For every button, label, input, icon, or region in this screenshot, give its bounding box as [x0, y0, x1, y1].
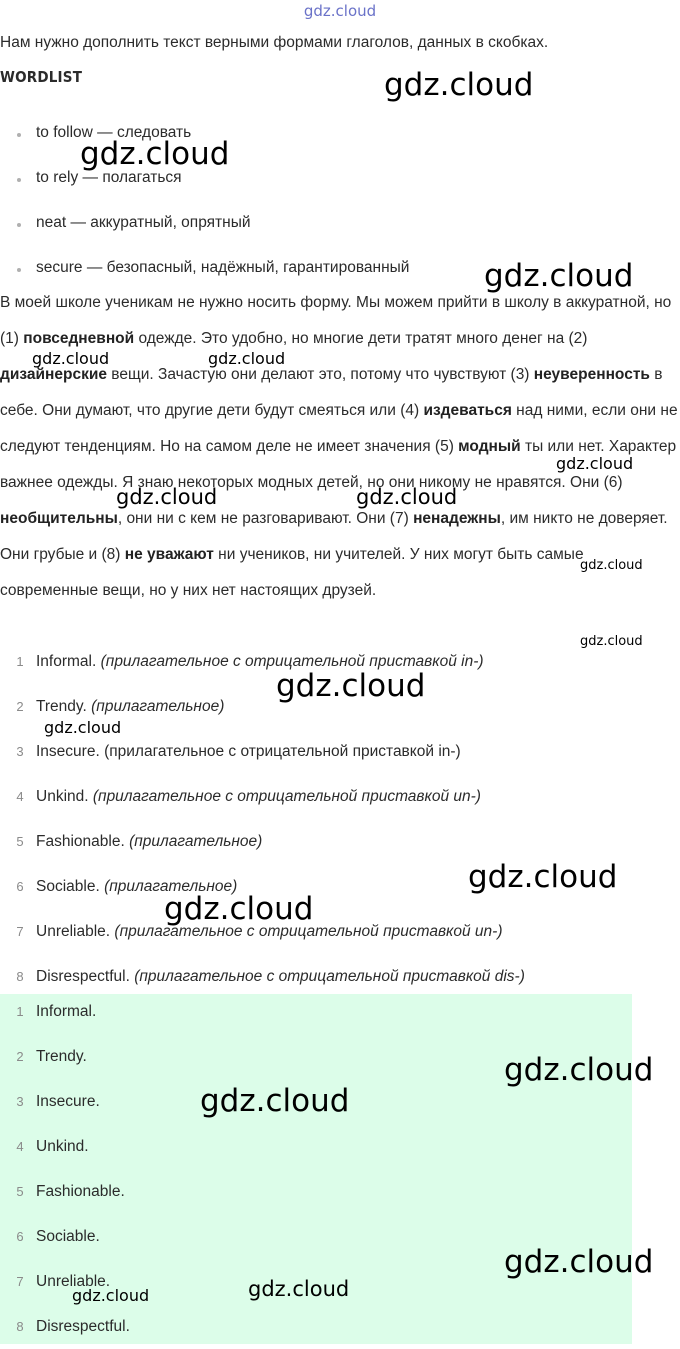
list-item: 3 Insecure. (прилагательное с отрицательной приставкой in-): [16, 743, 461, 760]
list-item: 5 Fashionable.: [16, 1183, 125, 1200]
wordlist-item: to rely — полагаться: [0, 155, 409, 200]
list-item: 2 Trendy.: [16, 1048, 87, 1065]
list-item: 3 Insecure.: [16, 1093, 100, 1110]
watermark: gdz.cloud: [72, 1286, 150, 1305]
wordlist-item: neat — аккуратный, опрятный: [0, 200, 409, 245]
list-item: 6 Sociable. (прилагательное): [16, 878, 238, 895]
watermark: gdz.cloud: [356, 485, 458, 509]
list-item: 7 Unreliable.: [16, 1273, 111, 1290]
task-instruction: Нам нужно дополнить текст верными формами глаголов, данных в скобках.: [0, 34, 549, 51]
watermark: gdz.cloud: [580, 558, 643, 573]
answer-word-3: неуверенность: [533, 366, 650, 383]
watermark: gdz.cloud: [468, 859, 618, 895]
answer-word-5: модный: [458, 438, 521, 455]
watermark: gdz.cloud: [80, 136, 230, 172]
watermark: gdz.cloud: [32, 349, 110, 368]
list-item: 1 Informal.: [16, 1003, 97, 1020]
answer-word-1: повседневной: [23, 330, 135, 347]
list-item: 1 Informal. (прилагательное с отрицательной приставкой in-): [16, 653, 484, 670]
answer-word-4: издеваться: [423, 402, 512, 419]
watermark: gdz.cloud: [504, 1052, 654, 1088]
watermark: gdz.cloud: [276, 668, 426, 704]
watermark: gdz.cloud: [44, 718, 122, 737]
story-text: В моей школе ученикам не нужно носить форму. Мы можем прийти в школу в аккуратной, но (1) повседневной одежде. Это удобно, но многие дети тратят много денег на (2) дизайнерские вещи. Зачастую они делают это, потому что чувствуют (3) неуверенность в себе. Они думают, что другие дети будут смеяться или (4) издеваться над ними, если они не следуют тенденциям. Но на самом деле не имеет значения (5) модный ты или нет. Характер важнее одежды. Я знаю некоторых модных детей, но они никому не нравятся. Они (6) необщительны, они ни с кем не разговаривают. Они (7) ненадежны, им никто не доверяет. Они грубые и (8) не уважают ни учеников, ни учителей. У них могут быть самые современные вещи, но у них нет настоящих друзей.: [0, 294, 678, 599]
final-answers: [0, 989, 130, 1349]
answer-word-7: ненадежны: [413, 510, 501, 527]
list-item: 4 Unkind.: [16, 1138, 89, 1155]
watermark: gdz.cloud: [384, 67, 534, 103]
watermark: gdz.cloud: [556, 454, 634, 473]
list-item: 4 Unkind. (прилагательное с отрицательной приставкой un-): [16, 788, 481, 805]
watermark: gdz.cloud: [580, 634, 643, 649]
watermark: gdz.cloud: [164, 891, 314, 927]
wordlist-item: to follow — следовать: [0, 110, 409, 155]
watermark: gdz.cloud: [248, 1277, 350, 1301]
list-item: 2 Trendy. (прилагательное): [16, 698, 225, 715]
wordlist-item: secure — безопасный, надёжный, гарантированный: [0, 245, 409, 290]
watermark: gdz.cloud: [208, 349, 286, 368]
answer-explanations: [0, 639, 680, 999]
watermark: gdz.cloud: [504, 1244, 654, 1280]
list-item: 7 Unreliable. (прилагательное с отрицательной приставкой un-): [16, 923, 503, 940]
answer-word-6: необщительны: [0, 510, 118, 527]
watermark: gdz.cloud: [200, 1083, 350, 1119]
wordlist-title: WORDLIST: [0, 68, 83, 86]
wordlist: [0, 110, 409, 290]
list-item: 6 Sociable.: [16, 1228, 100, 1245]
watermark: gdz.cloud: [484, 258, 634, 294]
list-item: 8 Disrespectful.: [16, 1318, 130, 1335]
answer-word-2: дизайнерские: [0, 366, 107, 383]
list-item: 5 Fashionable. (прилагательное): [16, 833, 263, 850]
top-watermark: gdz.cloud: [303, 2, 377, 20]
answer-word-8: не уважают: [124, 546, 214, 563]
list-item: 8 Disrespectful. (прилагательное с отрицательной приставкой dis-): [16, 968, 525, 985]
watermark: gdz.cloud: [116, 485, 218, 509]
